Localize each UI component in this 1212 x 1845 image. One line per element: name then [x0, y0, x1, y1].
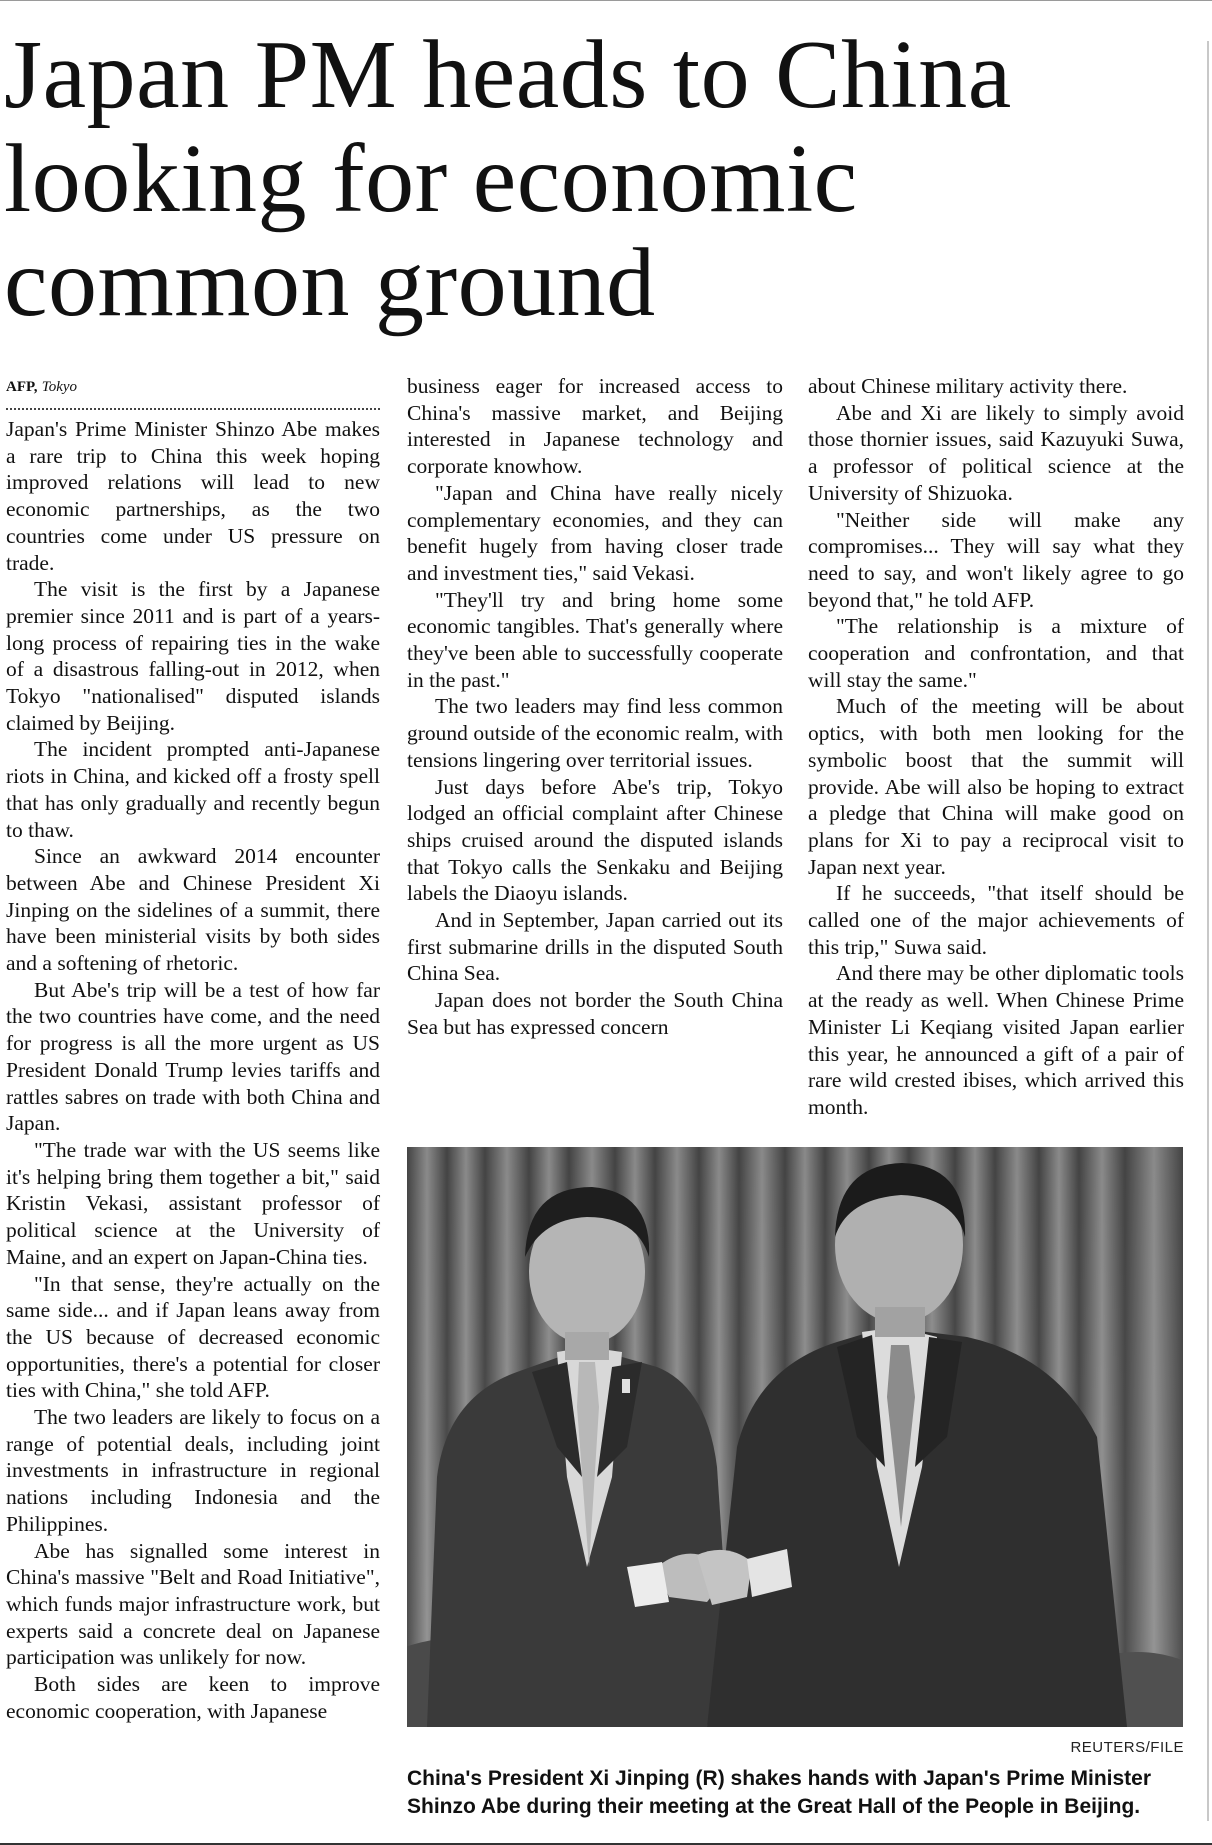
paragraph: Since an awkward 2014 encounter between Abe and Chinese President Xi Jinping on the sidelines of a summit, there have been ministerial visits by both sides and a softening of rhetoric.: [6, 844, 380, 976]
paragraph: "They'll try and bring home some economic tangibles. That's generally where they've been able to successfully cooperate in the past.": [407, 587, 783, 692]
paragraph: But Abe's trip will be a test of how far the two countries have come, and the need for progress is all the more urgent as US President Donald Trump levies tariffs and rattles sabres on trade with both China and Japan.: [6, 977, 380, 1136]
paragraph: The two leaders may find less common ground outside of the economic realm, with tensions lingering over territorial issues.: [407, 694, 783, 772]
paragraph: business eager for increased access to China's massive market, and Beijing interested in Japanese technology and corporate knowhow.: [407, 374, 783, 479]
headline: Japan PM heads to China looking for economic common ground: [4, 21, 1012, 337]
article-column-1: [6, 373, 380, 1724]
article-column-3: [808, 373, 1184, 1121]
paragraph: And there may be other diplomatic tools at the ready as well. When Chinese Prime Minister Li Keqiang visited Japan earlier this year, he announced a gift of a pair of rare wild crested ibises, which arrived this month.: [808, 961, 1184, 1119]
paragraph: If he succeeds, "that itself should be called one of the major achievements of this trip," Suwa said.: [808, 881, 1184, 959]
paragraph: The two leaders are likely to focus on a range of potential deals, including joint investments in infrastructure in regional nations including Indonesia and the Philippines.: [6, 1405, 380, 1536]
paragraph: Abe and Xi are likely to simply avoid those thornier issues, said Kazuyuki Suwa, a professor of political science at the University of Shizuoka.: [808, 400, 1184, 505]
handshake-photo-illustration: [407, 1147, 1183, 1727]
photo-credit: REUTERS/FILE: [1070, 1739, 1184, 1756]
paragraph: Both sides are keen to improve economic cooperation, with Japanese: [6, 1672, 380, 1723]
news-photo: [407, 1147, 1183, 1727]
byline-agency: AFP,: [6, 379, 38, 395]
paragraph: Japan does not border the South China Sea but has expressed concern: [407, 988, 783, 1039]
paragraph: "In that sense, they're actually on the same side... and if Japan leans away from the US because of decreased economic opportunities, there's a potential for closer ties with China," she told AFP.: [6, 1271, 380, 1403]
article-column-2: [407, 373, 783, 1041]
page-edge-rule: [1207, 41, 1209, 1821]
paragraph: Japan's Prime Minister Shinzo Abe makes a rare trip to China this week hoping improved relations will lead to new economic partnerships, as the two countries come under US pressure on trade.: [6, 417, 380, 575]
photo-caption: China's President Xi Jinping (R) shakes hands with Japan's Prime Minister Shinzo Abe during their meeting at the Great Hall of the People in Beijing.: [407, 1767, 1152, 1818]
paragraph: "The relationship is a mixture of cooperation and confrontation, and that will stay the same.": [808, 614, 1184, 692]
paragraph: "Japan and China have really nicely complementary economies, and they can benefit hugely from having closer trade and investment ties," said Vekasi.: [407, 480, 783, 585]
paragraph: Abe has signalled some interest in China's massive "Belt and Road Initiative", which funds major infrastructure work, but experts said a concrete deal on Japanese participation was unlikely for now.: [6, 1538, 380, 1670]
paragraph: And in September, Japan carried out its first submarine drills in the disputed South China Sea.: [407, 908, 783, 986]
paragraph: "The trade war with the US seems like it's helping bring them together a bit," said Kristin Vekasi, assistant professor of political science at the University of Maine, and an expert on Japan-China ties.: [6, 1137, 380, 1269]
byline: [6, 373, 380, 410]
paragraph: Just days before Abe's trip, Tokyo lodged an official complaint after Chinese ships cruised around the disputed islands that Tokyo calls the Senkaku and Beijing labels the Diaoyu islands.: [407, 774, 783, 906]
byline-dateline: Tokyo: [41, 379, 78, 395]
paragraph: The incident prompted anti-Japanese riots in China, and kicked off a frosty spell that has only gradually and recently begun to thaw.: [6, 737, 380, 842]
paragraph: "Neither side will make any compromises... They will say what they need to say, and won't likely agree to go beyond that," he told AFP.: [808, 507, 1184, 612]
paragraph: The visit is the first by a Japanese premier since 2011 and is part of a years-long process of repairing ties in the wake of a disastrous falling-out in 2012, when Tokyo "nationalised" disputed islands claimed by Beijing.: [6, 577, 380, 735]
paragraph: about Chinese military activity there.: [808, 374, 1128, 398]
paragraph: Much of the meeting will be about optics, with both men looking for the symbolic boost that the summit will provide. Abe will also be hoping to extract a pledge that China will make good on plans for Xi to pay a reciprocal visit to Japan next year.: [808, 694, 1184, 879]
